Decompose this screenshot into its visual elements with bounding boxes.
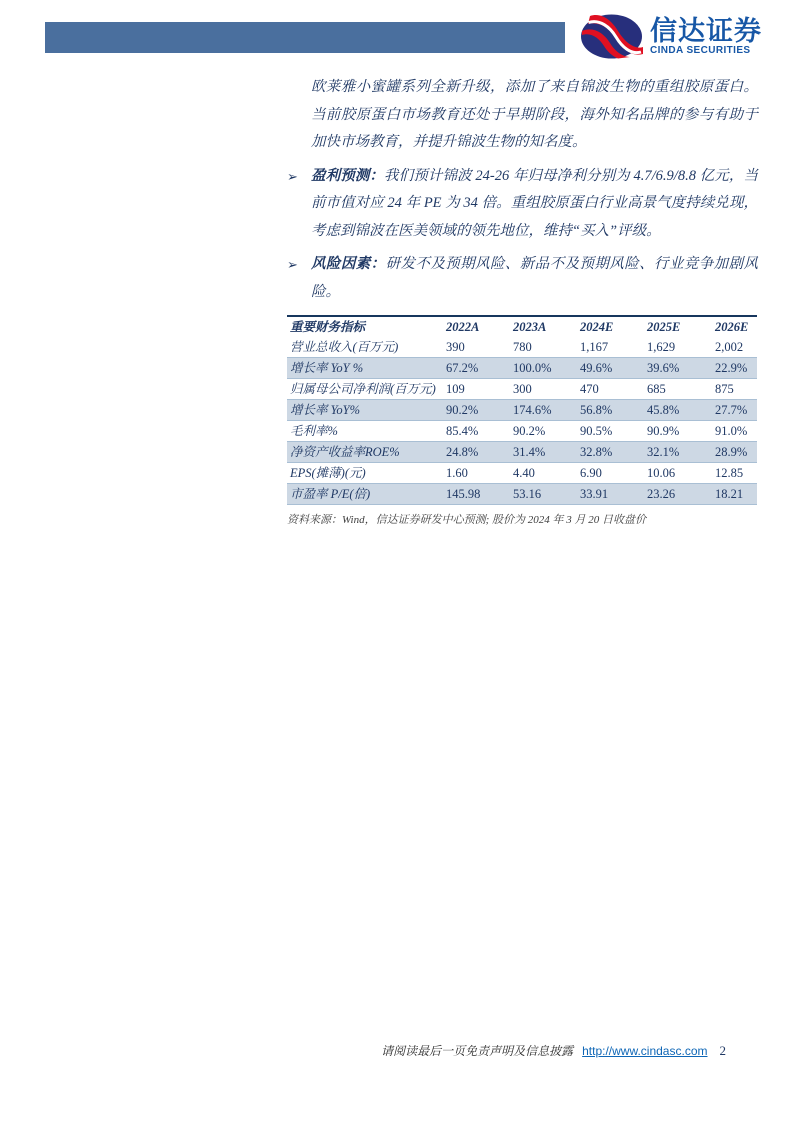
row-value: 2,002 <box>715 340 744 354</box>
bullet-text <box>311 251 758 306</box>
table-column-header: 2022A <box>446 320 480 334</box>
row-value: 53.16 <box>513 487 542 501</box>
header-bar <box>45 22 565 53</box>
row-label: 营业总收入(百万元) <box>290 340 399 354</box>
table-column-header: 2026E <box>715 320 749 334</box>
row-value: 90.9% <box>647 424 680 438</box>
row-label: 毛利率% <box>290 424 338 438</box>
row-value: 32.1% <box>647 445 680 459</box>
row-value: 1.60 <box>446 466 468 480</box>
bullet-arrow-icon: ➢ <box>287 257 298 272</box>
row-value: 24.8% <box>446 445 479 459</box>
row-value: 56.8% <box>580 403 613 417</box>
row-value: 470 <box>580 382 599 396</box>
footer-url-link[interactable]: http://www.cindasc.com <box>582 1044 708 1058</box>
table-header-row <box>287 316 757 337</box>
row-value: 90.5% <box>580 424 613 438</box>
row-value: 31.4% <box>513 445 546 459</box>
logo-text <box>650 17 762 56</box>
row-value: 300 <box>513 382 532 396</box>
table-row <box>287 421 757 442</box>
row-label: EPS(摊薄)(元) <box>290 466 366 480</box>
bullet-arrow-icon: ➢ <box>287 168 298 184</box>
row-label: 增长率 YoY% <box>290 403 361 417</box>
bullet-profit-forecast <box>287 163 758 246</box>
row-value: 27.7% <box>715 403 748 417</box>
row-value: 91.0% <box>715 424 748 438</box>
row-value: 780 <box>513 340 532 354</box>
bullet-body: 研发不及预期风险、新品不及预期风险、行业竞争加剧风险。 <box>311 256 759 300</box>
row-value: 85.4% <box>446 424 479 438</box>
row-value: 32.8% <box>580 445 613 459</box>
company-logo <box>580 13 762 59</box>
table-row <box>287 463 757 484</box>
bullet-label: 盈利预测： <box>311 167 385 184</box>
row-value: 174.6% <box>513 403 552 417</box>
row-value: 22.9% <box>715 361 748 375</box>
row-value: 33.91 <box>580 487 609 501</box>
cinda-logo-icon <box>580 13 643 59</box>
row-value: 49.6% <box>580 361 613 375</box>
row-value: 875 <box>715 382 734 396</box>
row-value: 67.2% <box>446 361 479 375</box>
table-row <box>287 358 757 379</box>
table-row <box>287 484 757 505</box>
row-value: 685 <box>647 382 666 396</box>
page-number: 2 <box>719 1043 726 1058</box>
bullet-text <box>311 163 758 246</box>
page-footer <box>0 1042 726 1059</box>
footer-disclaimer: 请阅读最后一页免责声明及信息披露 <box>381 1044 574 1058</box>
logo-name-cn: 信达证券 <box>650 15 762 46</box>
financial-table-body <box>287 337 757 505</box>
row-value: 145.98 <box>446 487 481 501</box>
row-value: 28.9% <box>715 445 748 459</box>
table-column-header: 2025E <box>647 320 681 334</box>
row-value: 6.90 <box>580 466 602 480</box>
row-value: 390 <box>446 340 465 354</box>
row-label: 市盈率 P/E(倍) <box>290 487 371 501</box>
table-row <box>287 400 757 421</box>
table-row <box>287 337 757 358</box>
table-column-header: 2023A <box>513 320 547 334</box>
logo-name-en: CINDA SECURITIES <box>650 44 751 56</box>
row-value: 1,629 <box>647 340 676 354</box>
row-value: 90.2% <box>513 424 546 438</box>
row-value: 39.6% <box>647 361 680 375</box>
source-note: 资料来源：Wind，信达证券研发中心预测; 股价为 2024 年 3 月 20 日收盘价 <box>287 514 647 526</box>
row-label: 净资产收益率ROE% <box>290 445 400 459</box>
table-row <box>287 379 757 400</box>
row-value: 109 <box>446 382 465 396</box>
table-column-header: 重要财务指标 <box>290 320 366 334</box>
row-value: 23.26 <box>647 487 676 501</box>
bullet-body: 我们预计锦波 24-26 年归母净利分别为 4.7/6.9/8.8 亿元，当前市值对应 24 年 PE 为 34 倍。重组胶原蛋白行业高景气度持续兑现，考虑到锦波在医美领域的领先地位，维持“买入”评级。 <box>311 167 758 239</box>
body-paragraph: 欧莱雅小蜜罐系列全新升级，添加了来自锦波生物的重组胶原蛋白。当前胶原蛋白市场教育还处于早期阶段，海外知名品牌的参与有助于加快市场教育，并提升锦波生物的知名度。 <box>311 79 758 150</box>
row-label: 增长率 YoY % <box>290 361 364 375</box>
row-value: 10.06 <box>647 466 676 480</box>
bullet-label: 风险因素： <box>311 256 386 272</box>
row-value: 18.21 <box>715 487 744 501</box>
row-value: 100.0% <box>513 361 552 375</box>
table-row <box>287 442 757 463</box>
row-value: 1,167 <box>580 340 609 354</box>
row-value: 90.2% <box>446 403 479 417</box>
row-label: 归属母公司净利润(百万元) <box>290 382 436 396</box>
report-content <box>287 74 758 528</box>
row-value: 12.85 <box>715 466 744 480</box>
bullet-risk-factors <box>287 251 758 306</box>
table-column-header: 2024E <box>580 320 614 334</box>
row-value: 4.40 <box>513 466 535 480</box>
financial-metrics-table <box>287 315 757 505</box>
row-value: 45.8% <box>647 403 680 417</box>
